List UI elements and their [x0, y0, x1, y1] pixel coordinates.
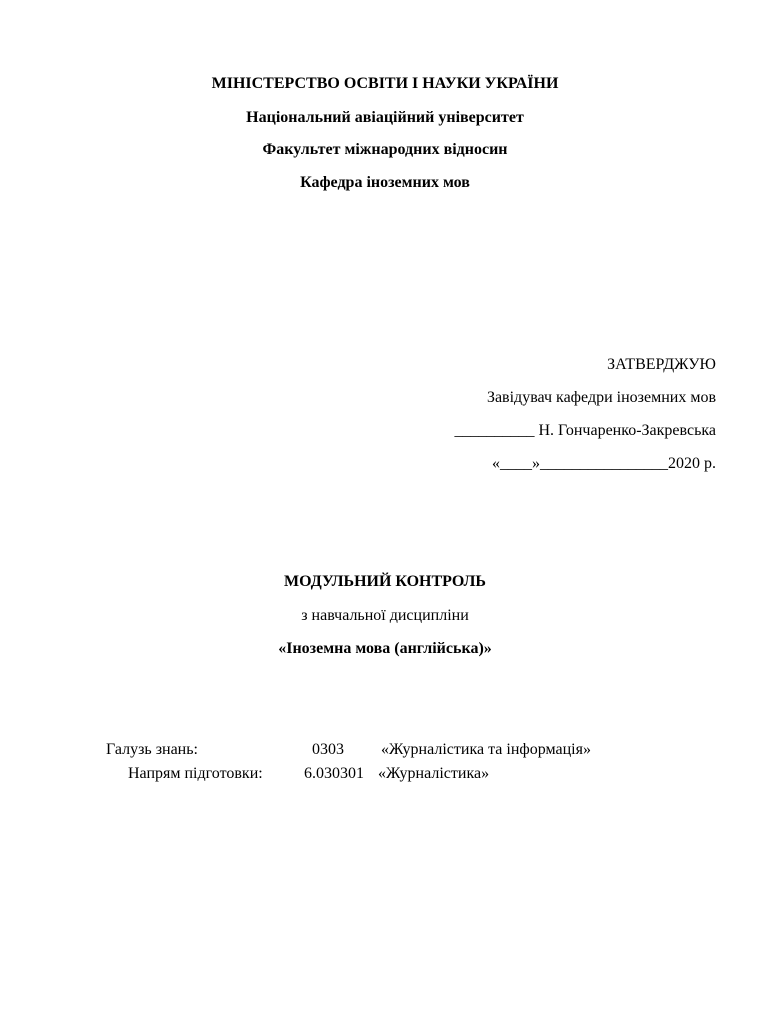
approver-signature: __________ Н. Гончаренко-Закревська [454, 422, 716, 439]
university-name: Національний авіаційний університет [246, 109, 524, 126]
document-title: МОДУЛЬНИЙ КОНТРОЛЬ [283, 573, 486, 590]
field-of-knowledge-code: 0303 [312, 741, 344, 758]
field-of-knowledge-name: «Журналістика та інформація» [381, 741, 591, 758]
department-name: Кафедра іноземних мов [300, 174, 470, 191]
approver-position: Завідувач кафедри іноземних мов [486, 389, 716, 406]
training-direction-label: Напрям підготовки: [128, 765, 263, 782]
discipline-name: «Іноземна мова (англійська)» [278, 640, 492, 657]
approval-date: «____»________________2020 р. [492, 455, 716, 472]
training-direction-code: 6.030301 [304, 765, 364, 782]
training-direction-name: «Журналістика» [378, 765, 490, 782]
faculty-name: Факультет міжнародних відносин [262, 141, 508, 158]
ministry-heading: МІНІСТЕРСТВО ОСВІТИ І НАУКИ УКРАЇНИ [211, 75, 559, 92]
approve-label: ЗАТВЕРДЖУЮ [607, 356, 716, 373]
document-subtitle: з навчальної дисципліни [301, 607, 469, 624]
field-of-knowledge-label: Галузь знань: [106, 741, 198, 758]
